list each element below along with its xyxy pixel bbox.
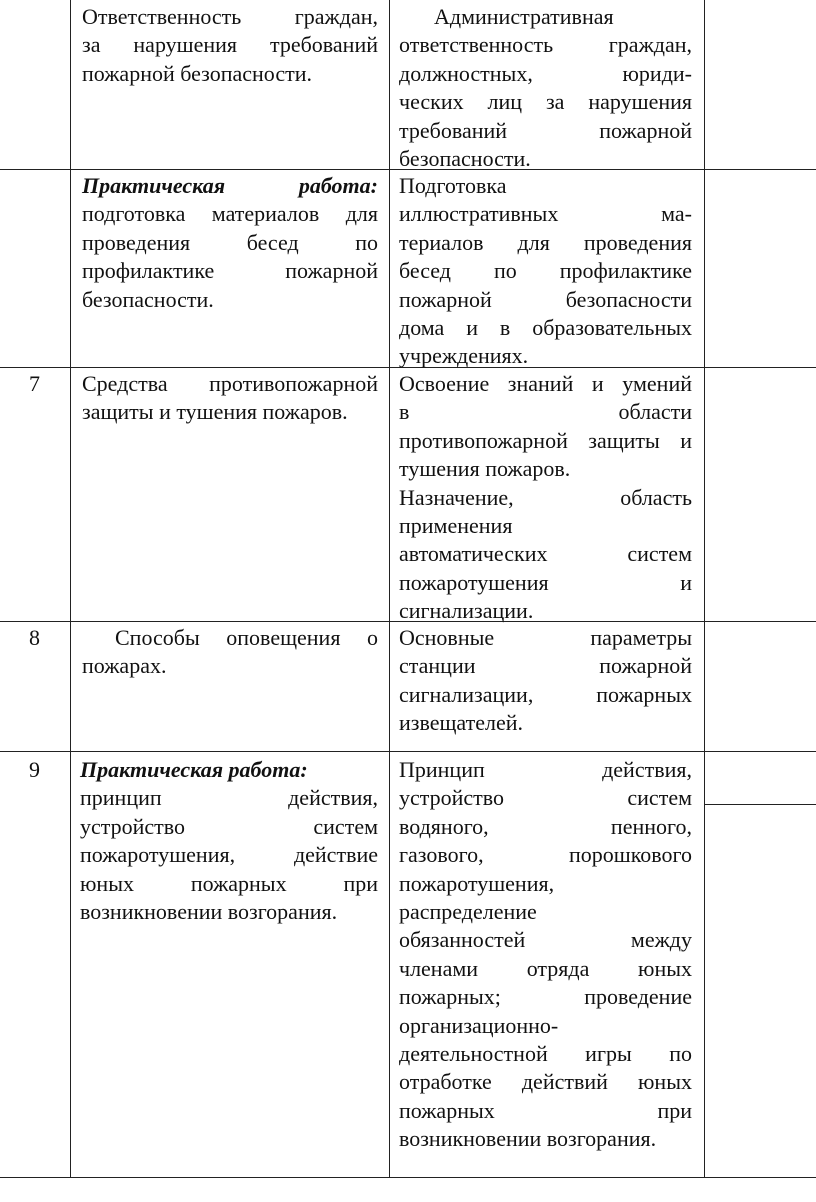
content-cell — [399, 756, 692, 1154]
content-line: членами отряда юных — [399, 955, 692, 981]
topic-cell — [80, 756, 378, 926]
topic-line: устройство систем — [80, 813, 378, 839]
content-line: бесед по профилактике — [399, 258, 692, 284]
content-line: применения — [399, 513, 513, 539]
content-line: ответственность граждан, — [399, 32, 692, 58]
row-number: 7 — [29, 371, 40, 396]
topic-line: Средства противопожарной — [82, 371, 378, 396]
content-line: в области — [399, 399, 692, 425]
content-line: отработке действий юных — [399, 1069, 692, 1095]
content-line: териалов для проведения — [399, 229, 692, 255]
table-border-mid — [389, 0, 390, 1178]
topic-line: защиты и тушения пожаров. — [82, 399, 348, 425]
content-cell — [399, 3, 692, 173]
table-row — [82, 3, 378, 88]
topic-line: пожарной безопасности. — [82, 60, 313, 86]
topic-line: возникновении возгорания. — [80, 899, 338, 925]
topic-line: юных пожарных при — [80, 870, 378, 896]
cell-divider-right — [704, 804, 816, 805]
content-line: Освоение знаний и умений — [399, 371, 692, 396]
content-line: пожарных при — [399, 1097, 692, 1123]
row-number: 8 — [29, 625, 40, 650]
topic-cell — [82, 624, 378, 681]
content-line: Административная — [434, 4, 614, 29]
content-line: станции пожарной — [399, 653, 692, 679]
content-line: противопожарной защиты и — [399, 427, 692, 453]
table-bottom — [0, 1177, 816, 1178]
content-line: сигнализации. — [399, 598, 534, 624]
content-line: извещателей. — [399, 710, 524, 736]
content-line: Основные параметры — [399, 625, 692, 650]
topic-line: безопасности. — [82, 286, 214, 312]
row-divider — [0, 751, 816, 752]
topic-cell — [82, 370, 378, 427]
content-cell — [399, 172, 692, 371]
table-border-right-inner — [704, 0, 705, 1178]
content-line: Подготовка — [399, 173, 507, 198]
content-line: деятельностной игры по — [399, 1041, 692, 1067]
topic-line: пожаротушения, действие — [80, 842, 378, 868]
content-line: водяного, пенного, — [399, 813, 692, 839]
topic-line: Ответственность граждан, — [82, 4, 378, 29]
content-line: возникновении возгорания. — [399, 1126, 657, 1152]
content-line: сигнализации, пожарных — [399, 681, 692, 707]
topic-line: подготовка материалов для — [82, 201, 378, 227]
table-border-left-inner — [70, 0, 71, 1178]
content-line: пожарной безопасности — [399, 286, 692, 312]
content-line: требований пожарной — [399, 117, 692, 143]
practical-work-label: Практическая работа: — [80, 757, 308, 782]
content-line: организационно- — [399, 1012, 559, 1038]
content-line: Принцип действия, — [399, 757, 692, 782]
content-line: пожаротушения и — [399, 569, 692, 595]
content-line: Назначение, область — [399, 484, 692, 510]
topic-line: за нарушения требований — [82, 32, 378, 58]
content-cell — [399, 370, 692, 626]
practical-work-label: Практическая работа: — [82, 173, 378, 198]
content-line: распределение — [399, 899, 537, 925]
content-line: пожаротушения, — [399, 870, 555, 896]
topic-line: принцип действия, — [80, 785, 378, 811]
content-line: учреждениях. — [399, 343, 529, 369]
content-line: ческих лиц за нарушения — [399, 89, 692, 115]
content-line: тушения пожаров. — [399, 456, 571, 482]
content-cell — [399, 624, 692, 738]
topic-line: проведения бесед по — [82, 229, 378, 255]
content-line: газового, порошкового — [399, 842, 692, 868]
topic-line: Способы оповещения о — [115, 625, 378, 650]
content-line: должностных, юриди- — [399, 60, 692, 86]
content-line: иллюстративных ма- — [399, 201, 692, 227]
content-line: пожарных; проведение — [399, 984, 692, 1010]
topic-cell — [82, 172, 378, 314]
content-line: устройство систем — [399, 785, 692, 811]
content-line: дома и в образовательных — [399, 315, 692, 341]
content-line: обязанностей между — [399, 927, 692, 953]
topic-line: пожарах. — [82, 653, 167, 679]
content-line: безопасности. — [399, 146, 531, 172]
row-number: 9 — [29, 757, 40, 782]
topic-line: профилактике пожарной — [82, 258, 378, 284]
content-line: автоматических систем — [399, 541, 692, 567]
